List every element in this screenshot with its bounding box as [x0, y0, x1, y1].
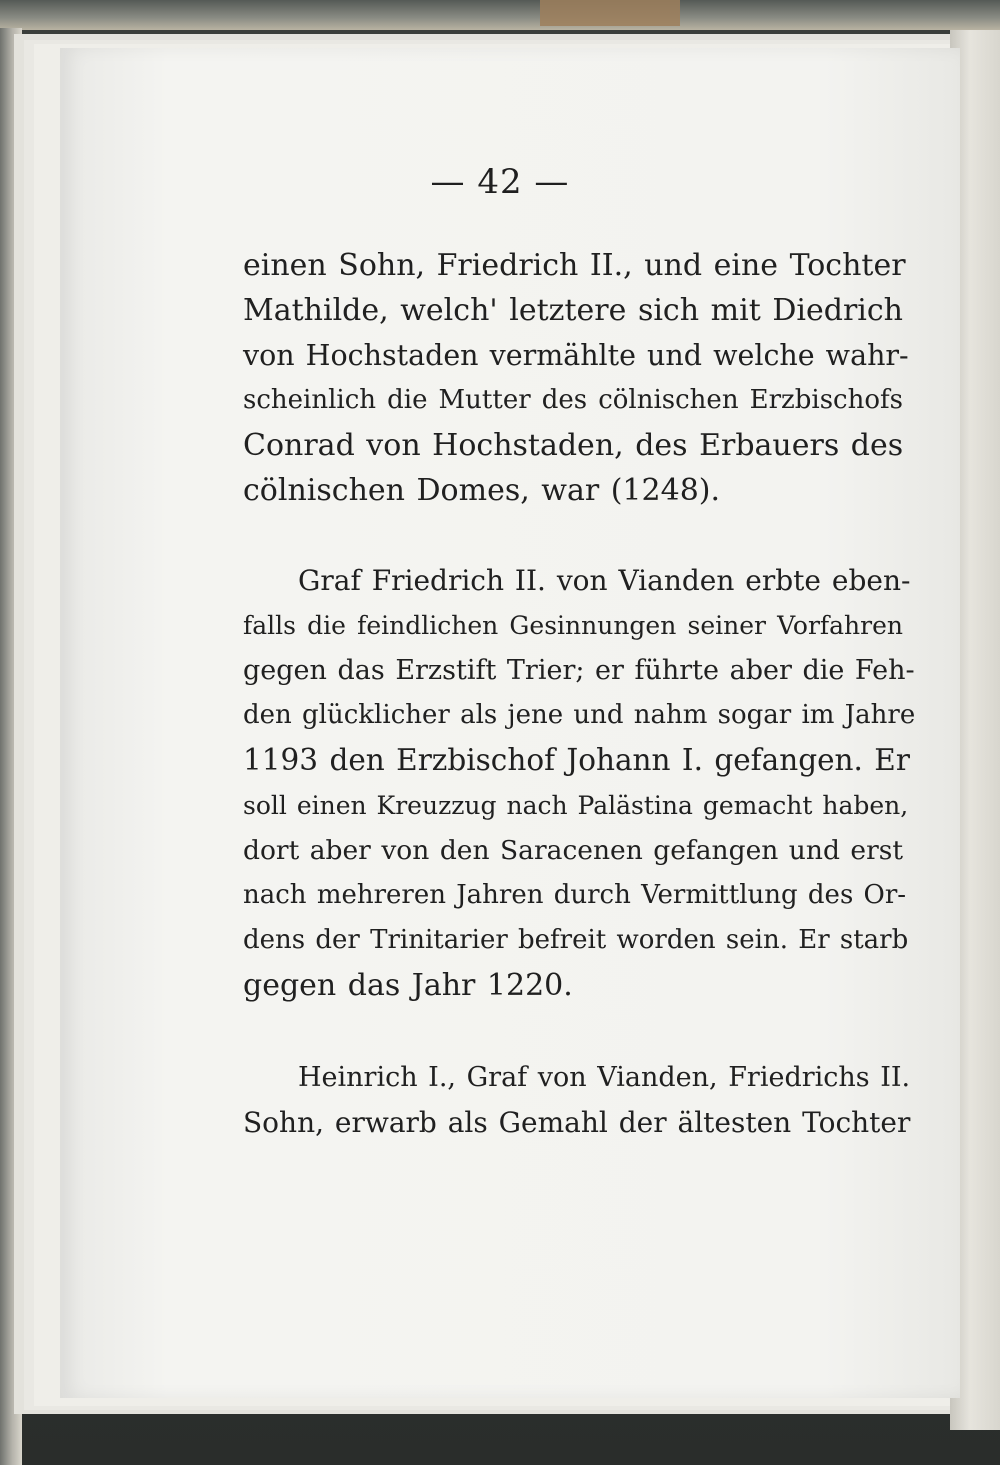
- text-line: Graf Friedrich II. von Vianden erbte eben-: [298, 564, 911, 597]
- text-line: den glücklicher als jene und nahm sogar im Jahre: [243, 700, 916, 730]
- text-line: dort aber von den Saracenen gefangen und erst: [243, 835, 903, 866]
- text-line: dens der Trinitarier befreit worden sein. Er starb: [243, 925, 909, 955]
- text-line: soll einen Kreuzzug nach Palästina gemacht haben,: [243, 791, 909, 820]
- text-line: 1193 den Erzbischof Johann I. gefangen. Er: [243, 743, 910, 777]
- text-line: Heinrich I., Graf von Vianden, Friedrichs II.: [298, 1062, 911, 1093]
- text-line: einen Sohn, Friedrich II., und eine Tochter: [243, 248, 906, 283]
- text-line: nach mehreren Jahren durch Vermittlung des Or-: [243, 880, 907, 910]
- text-line: gegen das Jahr 1220.: [243, 968, 573, 1003]
- text-line: gegen das Erzstift Trier; er führte aber die Feh-: [243, 655, 915, 686]
- paragraph-2: [243, 558, 916, 1008]
- text-line: cölnischen Domes, war (1248).: [243, 473, 721, 508]
- paragraph-3: [243, 1055, 911, 1145]
- book-cover-top: [0, 0, 1000, 30]
- text-line: von Hochstaden vermählte und welche wahr-: [243, 339, 909, 372]
- text-line: scheinlich die Mutter des cölnischen Erzbischofs: [243, 385, 903, 415]
- text-line: Conrad von Hochstaden, des Erbauers des: [243, 428, 904, 463]
- cover-binding-strip: [540, 0, 680, 26]
- page-number: — 42 —: [430, 162, 570, 202]
- text-line: falls die feindlichen Gesinnungen seiner Vorfahren: [243, 611, 903, 640]
- text-line: Mathilde, welch' letztere sich mit Diedrich: [243, 293, 903, 328]
- paragraph-1: [243, 243, 909, 513]
- text-line: Sohn, erwarb als Gemahl der ältesten Tochter: [243, 1106, 911, 1139]
